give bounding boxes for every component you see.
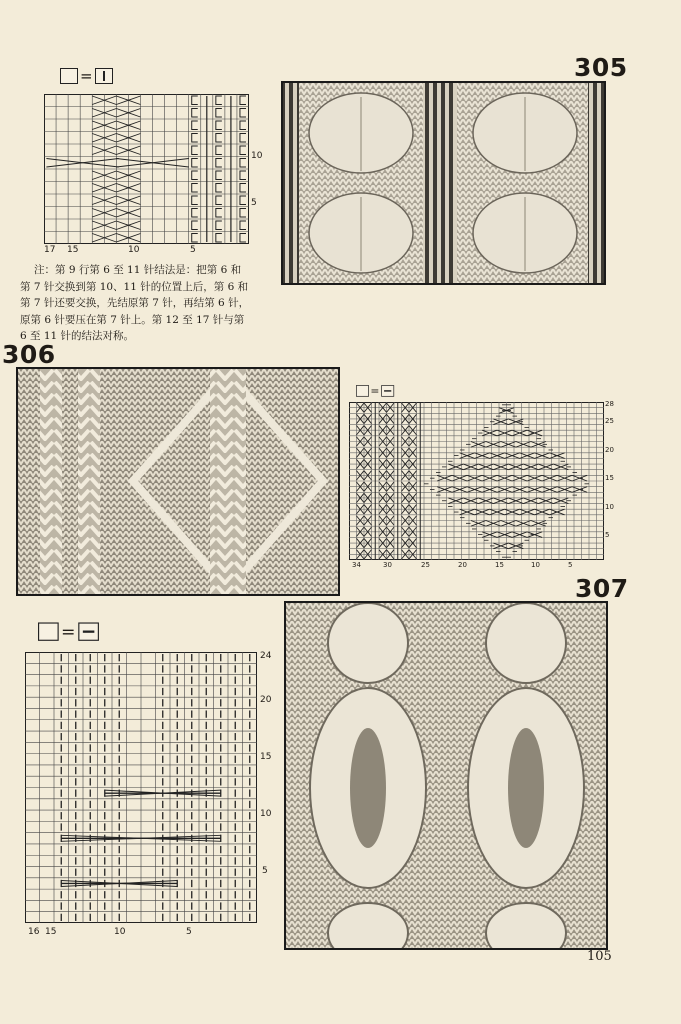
purl-bracket-mark bbox=[216, 121, 222, 130]
knitting-chart-306 bbox=[349, 402, 604, 560]
note-line-1: 注：第 9 行第 6 至 11 针结法是：把第 6 和 bbox=[34, 264, 242, 276]
purl-bracket-mark bbox=[216, 159, 222, 168]
purl-bracket-mark bbox=[240, 209, 246, 218]
legend-vertical-bar-symbol bbox=[95, 68, 113, 84]
purl-bracket-mark bbox=[192, 146, 198, 155]
chart-305-col-tick-17: 17 bbox=[44, 245, 56, 255]
purl-bracket-mark bbox=[216, 209, 222, 218]
purl-bracket-mark bbox=[240, 109, 246, 118]
purl-bracket-mark bbox=[240, 234, 246, 243]
chart-306-row-tick-15: 15 bbox=[605, 474, 614, 482]
legend-equals: = bbox=[61, 620, 76, 642]
chart-307-row-tick-24: 24 bbox=[260, 651, 272, 661]
knitting-chart-307 bbox=[25, 652, 257, 923]
purl-bracket-mark bbox=[192, 221, 198, 230]
note-line-2: 第 7 针交换到第 10、11 针的位置上后，第 6 和 bbox=[20, 280, 249, 293]
pattern-number-306: 306 bbox=[2, 340, 56, 369]
chart-305-row-tick-5: 5 bbox=[251, 198, 257, 208]
chart-307-row-tick-20: 20 bbox=[260, 695, 272, 705]
purl-bracket-mark bbox=[216, 146, 222, 155]
legend-horizontal-bar-symbol bbox=[381, 385, 394, 397]
chart-306-col-tick-15: 15 bbox=[495, 561, 504, 569]
purl-bracket-mark bbox=[192, 134, 198, 143]
purl-bracket-mark bbox=[192, 234, 198, 243]
chart-306-grid bbox=[349, 402, 604, 560]
purl-bracket-mark bbox=[240, 221, 246, 230]
pattern-number-305: 305 bbox=[574, 53, 628, 82]
chart-306-col-tick-10: 10 bbox=[531, 561, 540, 569]
swatch-307-image bbox=[286, 603, 606, 948]
legend-equals: = bbox=[80, 66, 93, 85]
chart-305-row-tick-10: 10 bbox=[251, 151, 263, 161]
purl-bracket-mark bbox=[216, 171, 222, 180]
purl-bracket-mark bbox=[192, 196, 198, 205]
swatch-306-image bbox=[18, 369, 338, 594]
legend-307 bbox=[38, 619, 98, 641]
page-number: 105 bbox=[587, 949, 612, 964]
purl-bracket-mark bbox=[216, 109, 222, 118]
purl-bracket-mark bbox=[240, 134, 246, 143]
purl-bracket-mark bbox=[216, 134, 222, 143]
chart-306-row-tick-10: 10 bbox=[605, 503, 614, 511]
legend-305 bbox=[60, 65, 113, 85]
legend-blank-square bbox=[356, 385, 369, 397]
note-line-5: 6 至 11 针的结法对称。 bbox=[20, 330, 135, 342]
purl-bracket-mark bbox=[216, 184, 222, 193]
purl-bracket-mark bbox=[192, 121, 198, 130]
purl-bracket-mark bbox=[192, 159, 198, 168]
legend-blank-square bbox=[60, 68, 78, 84]
chart-307-col-tick-16: 16 bbox=[28, 927, 40, 937]
knit-swatch-photo-307 bbox=[284, 601, 608, 950]
purl-bracket-mark bbox=[216, 196, 222, 205]
knit-swatch-photo-305 bbox=[281, 81, 606, 285]
purl-bracket-mark bbox=[192, 109, 198, 118]
purl-bracket-mark bbox=[240, 184, 246, 193]
note-line-3: 第 7 针还要交换，先结原第 7 针，再结第 6 针， bbox=[20, 297, 250, 309]
chart-307-row-tick-10: 10 bbox=[260, 809, 272, 819]
swatch-305-image bbox=[283, 83, 604, 283]
purl-bracket-mark bbox=[216, 234, 222, 243]
purl-bracket-mark bbox=[240, 146, 246, 155]
purl-bracket-mark bbox=[192, 171, 198, 180]
chart-305-grid bbox=[44, 94, 249, 244]
chart-306-col-tick-34: 34 bbox=[352, 561, 361, 569]
chart-307-row-tick-15: 15 bbox=[260, 752, 272, 762]
chart-306-row-tick-28: 28 bbox=[605, 400, 614, 408]
legend-horizontal-bar-symbol bbox=[78, 622, 99, 640]
legend-equals: = bbox=[370, 384, 380, 398]
chart-307-col-tick-10: 10 bbox=[114, 927, 126, 937]
chart-305-col-tick-10: 10 bbox=[128, 245, 140, 255]
chart-307-grid bbox=[25, 652, 257, 923]
chart-306-row-tick-25: 25 bbox=[605, 417, 614, 425]
chart-306-row-tick-20: 20 bbox=[605, 446, 614, 454]
legend-blank-square bbox=[38, 622, 59, 640]
chart-306-col-tick-20: 20 bbox=[458, 561, 467, 569]
note-line-4: 原第 6 针要压在第 7 针上。第 12 至 17 针与第 bbox=[20, 313, 245, 326]
knitting-chart-305 bbox=[44, 94, 249, 244]
chart-306-row-tick-5: 5 bbox=[605, 531, 610, 539]
pattern-305-note bbox=[20, 262, 275, 345]
purl-bracket-mark bbox=[240, 159, 246, 168]
purl-bracket-mark bbox=[240, 171, 246, 180]
chart-307-col-tick-5: 5 bbox=[186, 927, 192, 937]
purl-bracket-mark bbox=[240, 121, 246, 130]
chart-307-row-tick-5: 5 bbox=[262, 866, 268, 876]
purl-bracket-mark bbox=[192, 96, 198, 105]
chart-306-col-tick-5: 5 bbox=[568, 561, 573, 569]
purl-bracket-mark bbox=[216, 221, 222, 230]
knit-swatch-photo-306 bbox=[16, 367, 340, 596]
chart-306-col-tick-30: 30 bbox=[383, 561, 392, 569]
chart-306-col-tick-25: 25 bbox=[421, 561, 430, 569]
chart-307-col-tick-15: 15 bbox=[45, 927, 57, 937]
purl-bracket-mark bbox=[240, 96, 246, 105]
purl-bracket-mark bbox=[192, 209, 198, 218]
purl-bracket-mark bbox=[240, 196, 246, 205]
purl-bracket-mark bbox=[192, 184, 198, 193]
pattern-number-307: 307 bbox=[575, 574, 629, 603]
chart-305-col-tick-15: 15 bbox=[67, 245, 79, 255]
purl-bracket-mark bbox=[216, 96, 222, 105]
chart-305-col-tick-5: 5 bbox=[190, 245, 196, 255]
legend-306 bbox=[356, 383, 394, 397]
